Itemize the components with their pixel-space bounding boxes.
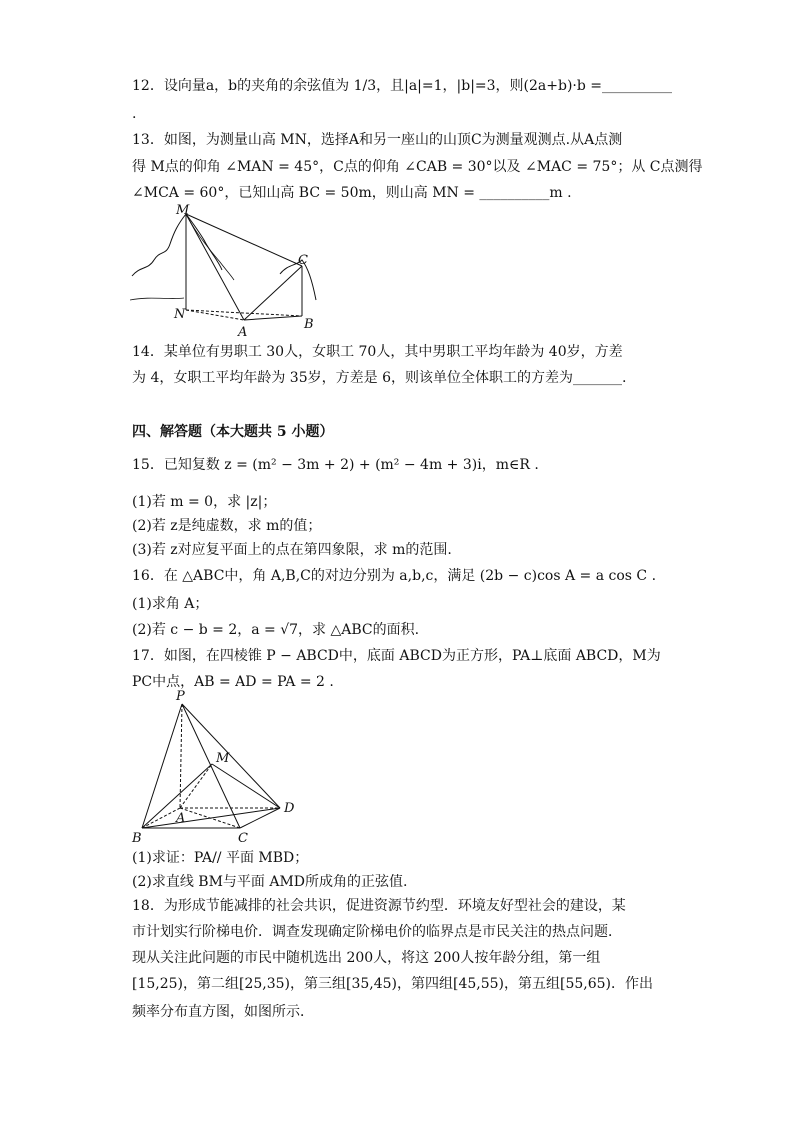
q13-line1: 13．如图，为测量山高 MN，选择A和另一座山的山顶C为测量观测点.从A点测 bbox=[132, 132, 623, 148]
q18-line1: 18．为形成节能减排的社会共识，促进资源节约型．环境友好型社会的建设，某 bbox=[132, 898, 626, 914]
q18-line5: 频率分布直方图，如图所示． bbox=[132, 1004, 314, 1020]
q17-stem-line2: PC中点，AB = AD = PA = 2 . bbox=[132, 674, 334, 690]
q14-line1: 14．某单位有男职工 30人，女职工 70人，其中男职工平均年龄为 40岁，方差 bbox=[132, 344, 623, 360]
q15-stem: 15．已知复数 z = (m² − 3m + 2) + (m² − 4m + 3)i，m∈R . bbox=[132, 457, 539, 473]
q18-line4: [15,25)，第二组[25,35)，第三组[35,45)，第四组[45,55)，第五组[55,65)．作出 bbox=[132, 976, 654, 992]
q18-line3: 现从关注此问题的市民中随机选出 200人，将这 200人按年龄分组，第一组 bbox=[132, 950, 601, 966]
q17-part1: (1)求证：PA// 平面 MBD； bbox=[132, 850, 309, 866]
q12-line1: 12．设向量a，b的夹角的余弦值为 1/3，且|a|=1，|b|=3，则(2a+b)·b =__________ bbox=[132, 78, 673, 94]
label-C: C bbox=[238, 831, 248, 845]
q13-line2: 得 M点的仰角 ∠MAN = 45°，C点的仰角 ∠CAB = 30°以及 ∠MAC = 75°；从 C点测得 bbox=[132, 159, 703, 175]
label-B: B bbox=[132, 831, 142, 845]
q17-part2: (2)求直线 BM与平面 AMD所成角的正弦值. bbox=[132, 874, 408, 890]
label-A: A bbox=[238, 325, 248, 340]
q16-stem: 16．在 △ABC中，角 A,B,C的对边分别为 a,b,c，满足 (2b − c)cos A = a cos C . bbox=[132, 568, 657, 584]
q18-line2: 市计划实行阶梯电价．调查发现确定阶梯电价的临界点是市民关注的热点问题． bbox=[132, 924, 622, 940]
q15-part3: (3)若 z对应复平面上的点在第四象限，求 m的范围. bbox=[132, 542, 452, 558]
label-M: M bbox=[176, 203, 190, 218]
q16-part1: (1)求角 A； bbox=[132, 596, 209, 612]
label-M: M bbox=[216, 751, 230, 766]
q15-part1: (1)若 m = 0，求 |z|； bbox=[132, 494, 277, 510]
section-header: 四、解答题（本大题共 5 小题） bbox=[132, 424, 334, 440]
label-A: A bbox=[176, 811, 186, 826]
q17-stem-line1: 17．如图，在四棱锥 P − ABCD中，底面 ABCD为正方形，PA⊥底面 ABCD，M为 bbox=[132, 648, 661, 664]
q16-part2: (2)若 c − b = 2，a = √7，求 △ABC的面积. bbox=[132, 622, 420, 638]
label-C: C bbox=[298, 253, 308, 268]
label-P: P bbox=[176, 690, 185, 704]
mountain-figure bbox=[130, 200, 330, 340]
label-N: N bbox=[174, 307, 186, 322]
q12-line2: . bbox=[132, 106, 137, 122]
q13-line3: ∠MCA = 60°，已知山高 BC = 50m，则山高 MN = __________m . bbox=[132, 185, 572, 201]
q14-line2: 为 4，女职工平均年龄为 35岁，方差是 6，则该单位全体职工的方差为_______. bbox=[132, 370, 627, 386]
pyramid-figure bbox=[130, 690, 305, 845]
label-D: D bbox=[284, 801, 295, 816]
label-B: B bbox=[304, 317, 314, 332]
q15-part2: (2)若 z是纯虚数，求 m的值； bbox=[132, 518, 322, 534]
